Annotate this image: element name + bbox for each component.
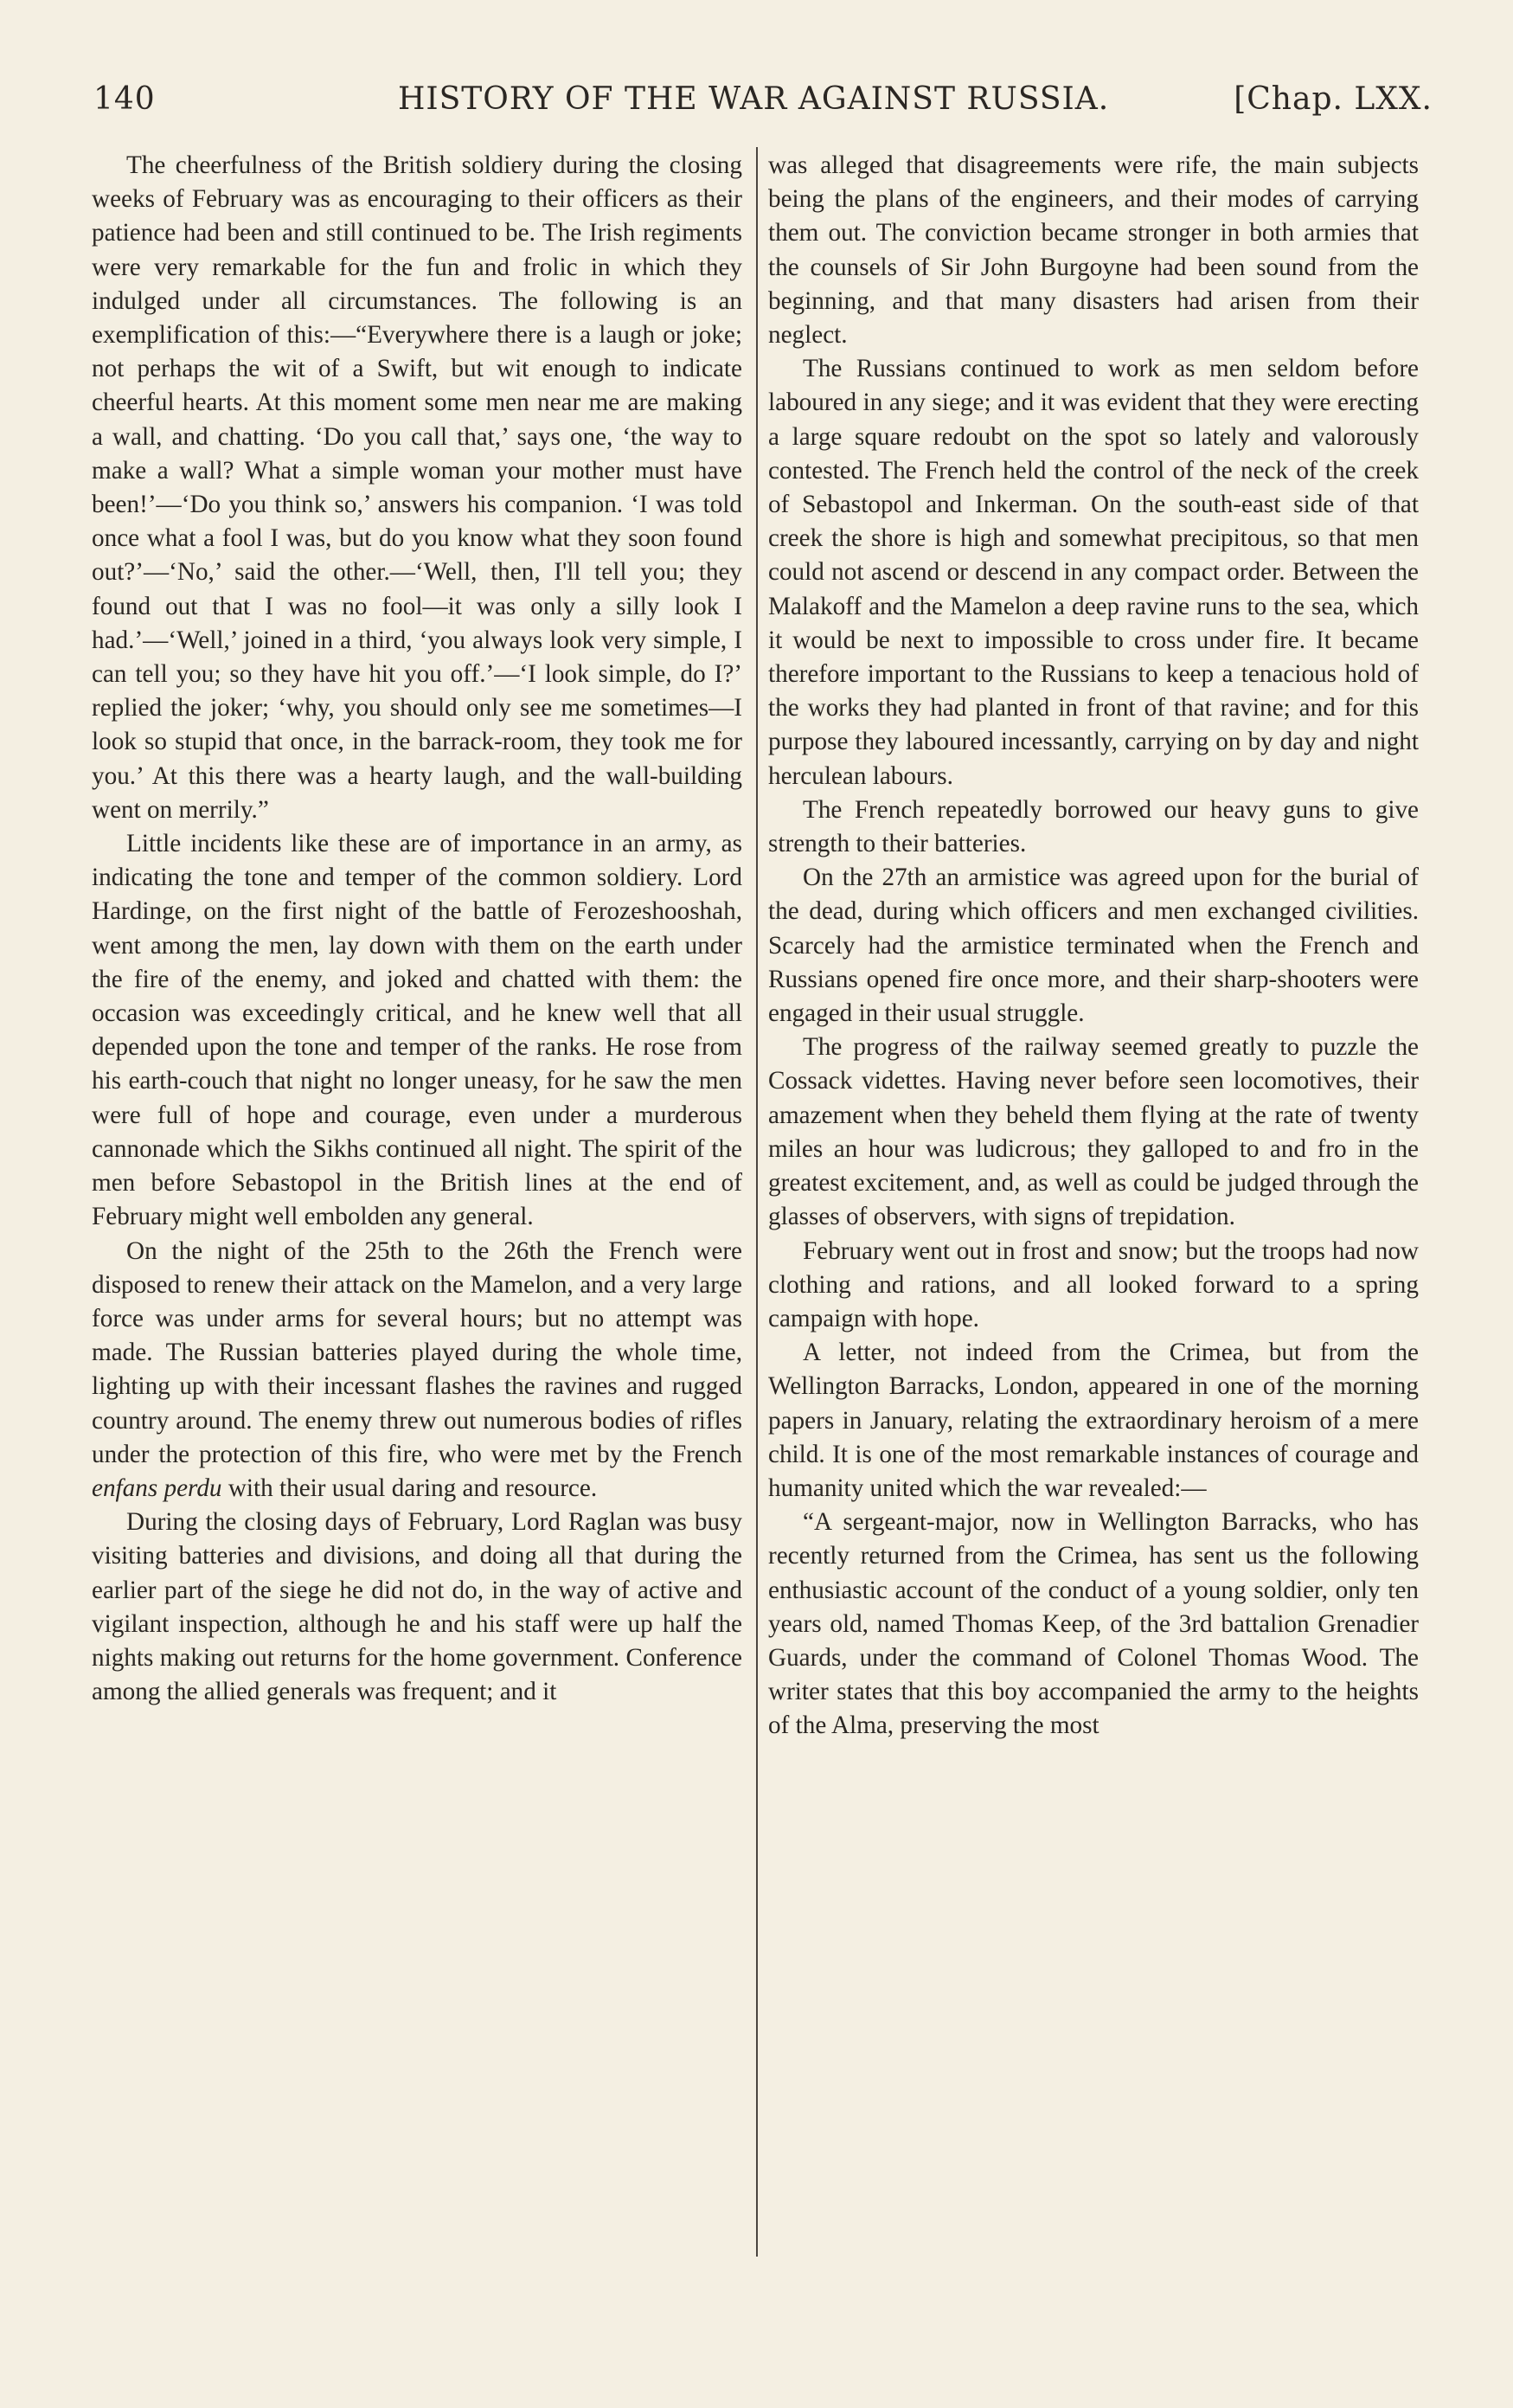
paragraph: The French repeatedly borrowed our heavy guns to give strength to their batteries. [768, 795, 1419, 858]
paragraph: The Russians continued to work as men seldom before laboured in any siege; and it was evident that they were erecting a large square redoubt on the spot so lately and valorously contested. The French held the control of the neck of the creek of Sebastopol and Inkerman. On the south-east side of that creek the shore is high and somewhat precipitous, so that men could not ascend or descend in any compact order. Between the Malakoff and the Mamelon a deep ravine runs to the sea, which it would be next to impossible to cross under fire. It became therefore important to the Russians to keep a tenacious hold of the works they had planted in front of that ravine; and for this purpose they laboured incessantly, carrying on by day and night herculean labours. [768, 355, 1419, 790]
paragraph: A letter, not indeed from the Crimea, but from the Wellington Barracks, London, appeared in one of the morning papers in January, relating the extraordinary heroism of a mere child. It is one of the most remarkable instances of courage and humanity united which the war revealed:— [768, 1339, 1419, 1502]
right-column [768, 149, 1419, 1743]
paragraph: During the closing days of February, Lord Raglan was busy visiting batteries and divisions, and doing all that during the earlier part of the siege he did not do, in the way of active and vigilant inspection, although he and his staff were up half the nights making out returns for the home government. Conference among the allied generals was frequent; and it [92, 1508, 742, 1706]
quoted-paragraph: “A sergeant-major, now in Wellington Barracks, who has recently returned from the Crimea, has sent us the following enthusiastic account of the conduct of a young soldier, only ten years old, named Thomas Keep, of the 3rd battalion Grenadier Guards, under the command of Colonel Thomas Wood. The writer states that this boy accompanied the army to the heights of the Alma, preserving the most [768, 1508, 1419, 1740]
paragraph: was alleged that disagreements were rife, the main subjects being the plans of the engineers, and their modes of carrying them out. The conviction became stronger in both armies that the counsels of Sir John Burgoyne had been sound from the beginning, and that many disasters had arisen from their neglect. [768, 151, 1419, 350]
chapter-label: [Chap. LXX. [1234, 81, 1433, 117]
page-number: 140 [93, 81, 156, 117]
paragraph: The progress of the railway seemed greatly to puzzle the Cossack videttes. Having never before seen locomotives, their amazement when they beheld them flying at the rate of twenty miles an hour was ludicrous; they galloped to and fro in the greatest excitement, and, as well as could be judged through the glasses of observers, with signs of trepidation. [768, 1033, 1419, 1231]
paragraph: February went out in frost and snow; but the troops had now clothing and rations, and all looked forward to a spring campaign with hope. [768, 1236, 1419, 1332]
paragraph: On the 27th an armistice was agreed upon for the burial of the dead, during which officers and men exchanged civilities. Scarcely had the armistice terminated when the French and Russians opened fire once more, and their sharp-shooters were engaged in their usual struggle. [768, 864, 1419, 1028]
column-divider [756, 147, 758, 2257]
paragraph: The cheerfulness of the British soldiery during the closing weeks of February was as encouraging to their officers as their patience had been and still continued to be. The Irish regiments were very remarkable for the fun and frolic in which they indulged under all circumstances. The following is an exemplification of this:—“Everywhere there is a laugh or joke; not perhaps the wit of a Swift, but wit enough to indicate cheerful hearts. At this moment some men near me are making a wall, and chatting. ‘Do you call that,’ says one, ‘the way to make a wall? What a simple woman your mother must have been!’—‘Do you think so,’ answers his companion. ‘I was told once what a fool I was, but do you know what they soon found out?’—‘No,’ said the other.—‘Well, then, I'll tell you; they found out that I was no fool—it was only a silly look I had.’—‘Well,’ joined in a third, ‘you always look very simple, I can tell you; so they have hit you off.’—‘I look simple, do I?’ replied the joker; ‘why, you should only see me sometimes—I look so stupid that once, in the barrack-room, they took me for you.’ At this there was a hearty laugh, and the wall-building went on merrily.” [92, 151, 742, 824]
paragraph-text: On the night of the 25th to the 26th the French were disposed to renew their attack on the Mamelon, and a very large force was under arms for several hours; but no attempt was made. The Russian batteries played during the whole time, lighting up with their incessant flashes the ravines and rugged country around. The enemy threw out numerous bodies of rifles under the protection of this fire, who were met by the French [92, 1236, 742, 1468]
left-column [92, 149, 742, 1709]
running-title: HISTORY OF THE WAR AGAINST RUSSIA. [398, 81, 1110, 117]
paragraph-text: with their usual daring and resource. [228, 1474, 598, 1502]
paragraph [92, 1235, 742, 1506]
paragraph: Little incidents like these are of importance in an army, as indicating the tone and temper of the common soldiery. Lord Hardinge, on the first night of the battle of Ferozeshooshah, went among the men, lay down with them on the earth under the fire of the enemy, and joked and chatted with them: the occasion was exceedingly critical, and he knew well that all depended upon the tone and temper of the ranks. He rose from his earth-couch that night no longer uneasy, for he saw the men were full of hope and courage, even under a murderous cannonade which the Sikhs continued all night. The spirit of the men before Sebastopol in the British lines at the end of February might well embolden any general. [92, 830, 742, 1231]
running-header [93, 76, 1433, 125]
italic-phrase: enfans perdu [92, 1474, 222, 1502]
